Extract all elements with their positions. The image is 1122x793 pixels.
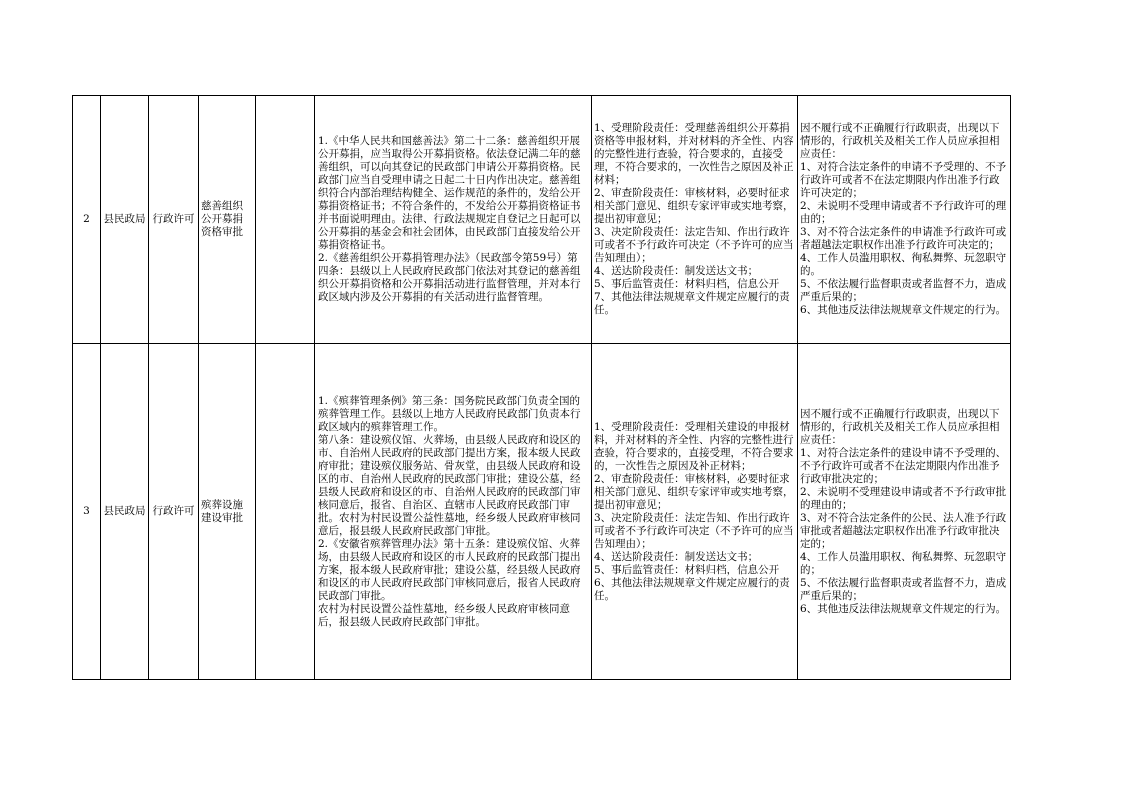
sub-item-cell [256,344,315,680]
row-number: 2 [73,96,101,344]
table-row [73,96,1011,344]
legal-basis-cell: 1.《中华人民共和国慈善法》第二十二条：慈善组织开展公开募捐，应当取得公开募捐资格。依法登记满二年的慈善组织，可以向其登记的民政部门申请公开募捐资格。民政部门应当自受理申请之日起二十日内作出决定。慈善组织符合内部治理结构健全、运作规范的条件的，发给公开募捐资格证书；不符合条件的，不发给公开募捐资格证书并书面说明理由。法律、行政法规规定自登记之日起可以公开募捐的基金会和社会团体，由民政部门直接发给公开募捐资格证书。 2.《慈善组织公开募捐管理办法》（民政部令第59号）第四条：县级以上人民政府民政部门依法对其登记的慈善组织公开募捐资格和公开募捐活动进行监督管理，并对本行政区域内涉及公开募捐的有关活动进行监督管理。 [315,96,592,344]
department-cell: 县民政局 [101,96,149,344]
item-cell: 殡葬设施建设审批 [199,344,256,680]
accountability-cell: 因不履行或不正确履行行政职责，出现以下情形的，行政机关及相关工作人员应承担相应责任： 1、对符合法定条件的申请不予受理的、不予行政许可或者不在法定期限内作出准予行政许可决定的； 2、未说明不受理申请或者不予行政许可的理由的； 3、对不符合法定条件的申请准予行政许可或者超越法定职权作出准予行政许可决定的； 4、工作人员滥用职权、徇私舞弊、玩忽职守的。 5、不依法履行监督职责或者监督不力，造成严重后果的； 6、其他违反法律法规规章文件规定的行为。 [798,96,1011,344]
category-cell: 行政许可 [149,344,199,680]
item-cell: 慈善组织公开募捐资格审批 [199,96,256,344]
sub-item-cell [256,96,315,344]
accountability-cell: 因不履行或不正确履行行政职责，出现以下情形的，行政机关及相关工作人员应承担相应责任： 1、对符合法定条件的建设申请不予受理的、不予行政许可或者不在法定期限内作出准予行政审批决定的； 2、未说明不受理建设申请或者不予行政审批的理由的； 3、对不符合法定条件的公民、法人准予行政审批或者超越法定职权作出准予行政审批决定的； 4、工作人员滥用职权、徇私舞弊、玩忽职守的； 5、不依法履行监督职责或者监督不力，造成严重后果的； 6、其他违反法律法规规章文件规定的行为。 [798,344,1011,680]
row-number: 3 [73,344,101,680]
duty-cell: 1、受理阶段责任：受理慈善组织公开募捐资格等申报材料，并对材料的齐全性、内容的完整性进行查验，符合要求的，直接受理，不符合要求的，一次性告之原因及补正材料； 2、审查阶段责任：审核材料，必要时征求相关部门意见、组织专家评审或实地考察，提出初审意见； 3、决定阶段责任：法定告知、作出行政许可或者不予行政许可决定（不予许可的应当告知理由）； 4、送达阶段责任：制发送达文书； 5、事后监管责任：材料归档，信息公开 7、其他法律法规规章文件规定应履行的责任。 [592,96,798,344]
responsibility-table [72,95,1011,680]
table-row [73,344,1011,680]
duty-cell: 1、受理阶段责任：受理相关建设的申报材料，并对材料的齐全性、内容的完整性进行查验，符合要求的，直接受理，不符合要求的，一次性告之原因及补正材料； 2、审查阶段责任：审核材料，必要时征求相关部门意见、组织专家评审或实地考察，提出初审意见； 3、决定阶段责任：法定告知、作出行政许可或者不予行政许可决定（不予许可的应当告知理由）； 4、送达阶段责任：制发送达文书； 5、事后监管责任：材料归档，信息公开 6、其他法律法规规章文件规定应履行的责任。 [592,344,798,680]
legal-basis-cell: 1.《殡葬管理条例》第三条：国务院民政部门负责全国的殡葬管理工作。县级以上地方人民政府民政部门负责本行政区域内的殡葬管理工作。 第八条：建设殡仪馆、火葬场，由县级人民政府和设区的市、自治州人民政府的民政部门提出方案，报本级人民政府审批；建设殡仪服务站、骨灰堂，由县级人民政府和设区的市、自治州人民政府的民政部门审批；建设公墓，经县级人民政府和设区的市、自治州人民政府的民政部门审核同意后，报省、自治区、直辖市人民政府民政部门审批。农村为村民设置公益性墓地，经乡级人民政府审核同意后，报县级人民政府民政部门审批。 2.《安徽省殡葬管理办法》第十五条：建设殡仪馆、火葬场，由县级人民政府和设区的市人民政府的民政部门提出方案，报本级人民政府审批；建设公墓，经县级人民政府和设区的市人民政府民政部门审核同意后，报省人民政府民政部门审批。 农村为村民设置公益性墓地，经乡级人民政府审核同意后，报县级人民政府民政部门审批。 [315,344,592,680]
department-cell: 县民政局 [101,344,149,680]
category-cell: 行政许可 [149,96,199,344]
